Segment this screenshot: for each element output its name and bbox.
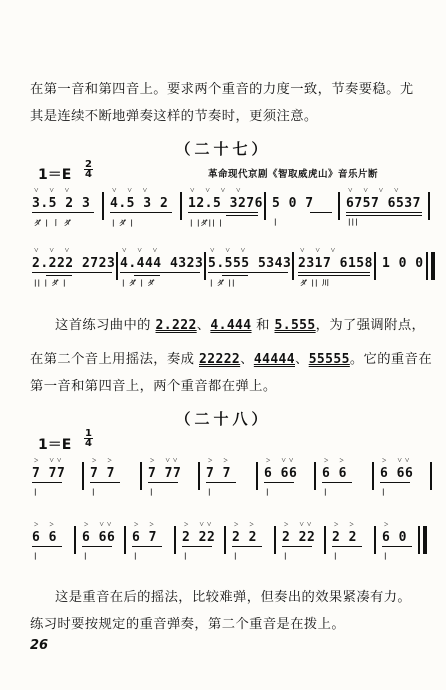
- middle-line-1: 这首练习曲中的 2.222、4.444 和 5.555，为了强调附点，: [55, 318, 426, 333]
- middle-line-3: 第一音和第四音上，两个重音都在弹上。: [30, 379, 277, 394]
- time-numerator: 2: [85, 159, 92, 170]
- exercise-28-row-2: ˃ ˃ 6 6 | ˃ ˅˅ 6 66 | ˃ ˃ 6 7 | ˃ ˅˅ 2 22 | ˃ ˃ 2 2 | ˃ ˅˅ 2 22 | ˃ ˃ 2 2 | ˃ 6 0 |: [32, 520, 442, 566]
- exercise-27-heading: （二十七）: [175, 140, 271, 158]
- barline: [116, 252, 118, 280]
- exercise-27-time-signature: [84, 160, 93, 179]
- page-number: 26: [30, 638, 49, 653]
- barline: [140, 462, 142, 490]
- barline: [256, 462, 258, 490]
- exercise-28-time-signature: [84, 429, 93, 448]
- barline: [374, 252, 376, 280]
- barline: [224, 526, 226, 554]
- middle-line-2: 在第二个音上用摇法，奏成 22222、44444、55555。它的重音在: [30, 352, 433, 367]
- exercise-27-row-2: ˅ ˅ ˅ 2.222 2723 || | ダ | ˅ ˅ ˅ 4.444 4323 | ダ | ダ ˅ ˅ ˅ 5.555 5343 | ダ || ˅ ˅ ˅ 2317 6158 ダ || 川 1 0 0: [32, 246, 442, 292]
- barline: [314, 462, 316, 490]
- barline: [372, 462, 374, 490]
- barline: [338, 192, 340, 220]
- barline: [124, 526, 126, 554]
- inline-notation: 55555: [308, 352, 350, 367]
- barline: [292, 252, 294, 280]
- barline: [74, 526, 76, 554]
- barline: [204, 252, 206, 280]
- time-denominator: 4: [85, 169, 92, 180]
- time-denominator: 4: [85, 438, 92, 449]
- final-barline-thin: [418, 526, 420, 554]
- inline-notation: 5.555: [274, 318, 316, 333]
- intro-line-2: 其是连续不断地弹奏这样的节奏时，更须注意。: [30, 109, 318, 124]
- inline-notation: 22222: [199, 352, 241, 367]
- inline-notation: 4.444: [210, 318, 252, 333]
- final-barline-thick: [431, 252, 435, 280]
- exercise-28-heading: （二十八）: [175, 410, 271, 428]
- exercise-27-source: 革命现代京剧《智取威虎山》音乐片断: [208, 169, 379, 180]
- final-barline-thin: [426, 252, 428, 280]
- final-barline-thick: [423, 526, 427, 554]
- barline: [428, 192, 430, 220]
- barline: [324, 526, 326, 554]
- barline: [102, 192, 104, 220]
- time-numerator: 1: [85, 428, 92, 439]
- barline: [264, 192, 266, 220]
- closing-line-1: 这是重音在后的摇法，比较难弹，但奏出的效果紧凑有力。: [55, 590, 412, 605]
- barline: [174, 526, 176, 554]
- exercise-27-row-1: ˅ ˅ ˅ 3.5 2 3 ダ | 丨 ダ ˅ ˅ ˅ 4.5 3 2 | ダ | ˅ ˅ ˅ ˅ 12.5 3276 | |ダ|| | 5 0 7 | ˅ ˅ ˅ ˅ 6757 6537 |||: [32, 186, 442, 232]
- barline: [180, 192, 182, 220]
- barline: [430, 462, 432, 490]
- exercise-28-key: 1＝E: [38, 437, 72, 453]
- exercise-28-row-1: ˃ ˅˅ 7 77 | ˃ ˃ 7 7 | ˃ ˅˅ 7 77 | ˃ ˃ 7 7 | ˃ ˅˅ 6 66 | ˃ ˃ 6 6 | ˃ ˅˅ 6 66 |: [32, 456, 442, 502]
- inline-notation: 2.222: [155, 318, 197, 333]
- inline-notation: 44444: [253, 352, 295, 367]
- barline: [274, 526, 276, 554]
- barline: [198, 462, 200, 490]
- barline: [374, 526, 376, 554]
- barline: [82, 462, 84, 490]
- exercise-27-key: 1＝E: [38, 167, 72, 183]
- intro-line-1: 在第一音和第四音上。要求两个重音的力度一致，节奏要稳。尤: [30, 82, 414, 97]
- closing-line-2: 练习时要按规定的重音弹奏，第二个重音是在拨上。: [30, 617, 346, 632]
